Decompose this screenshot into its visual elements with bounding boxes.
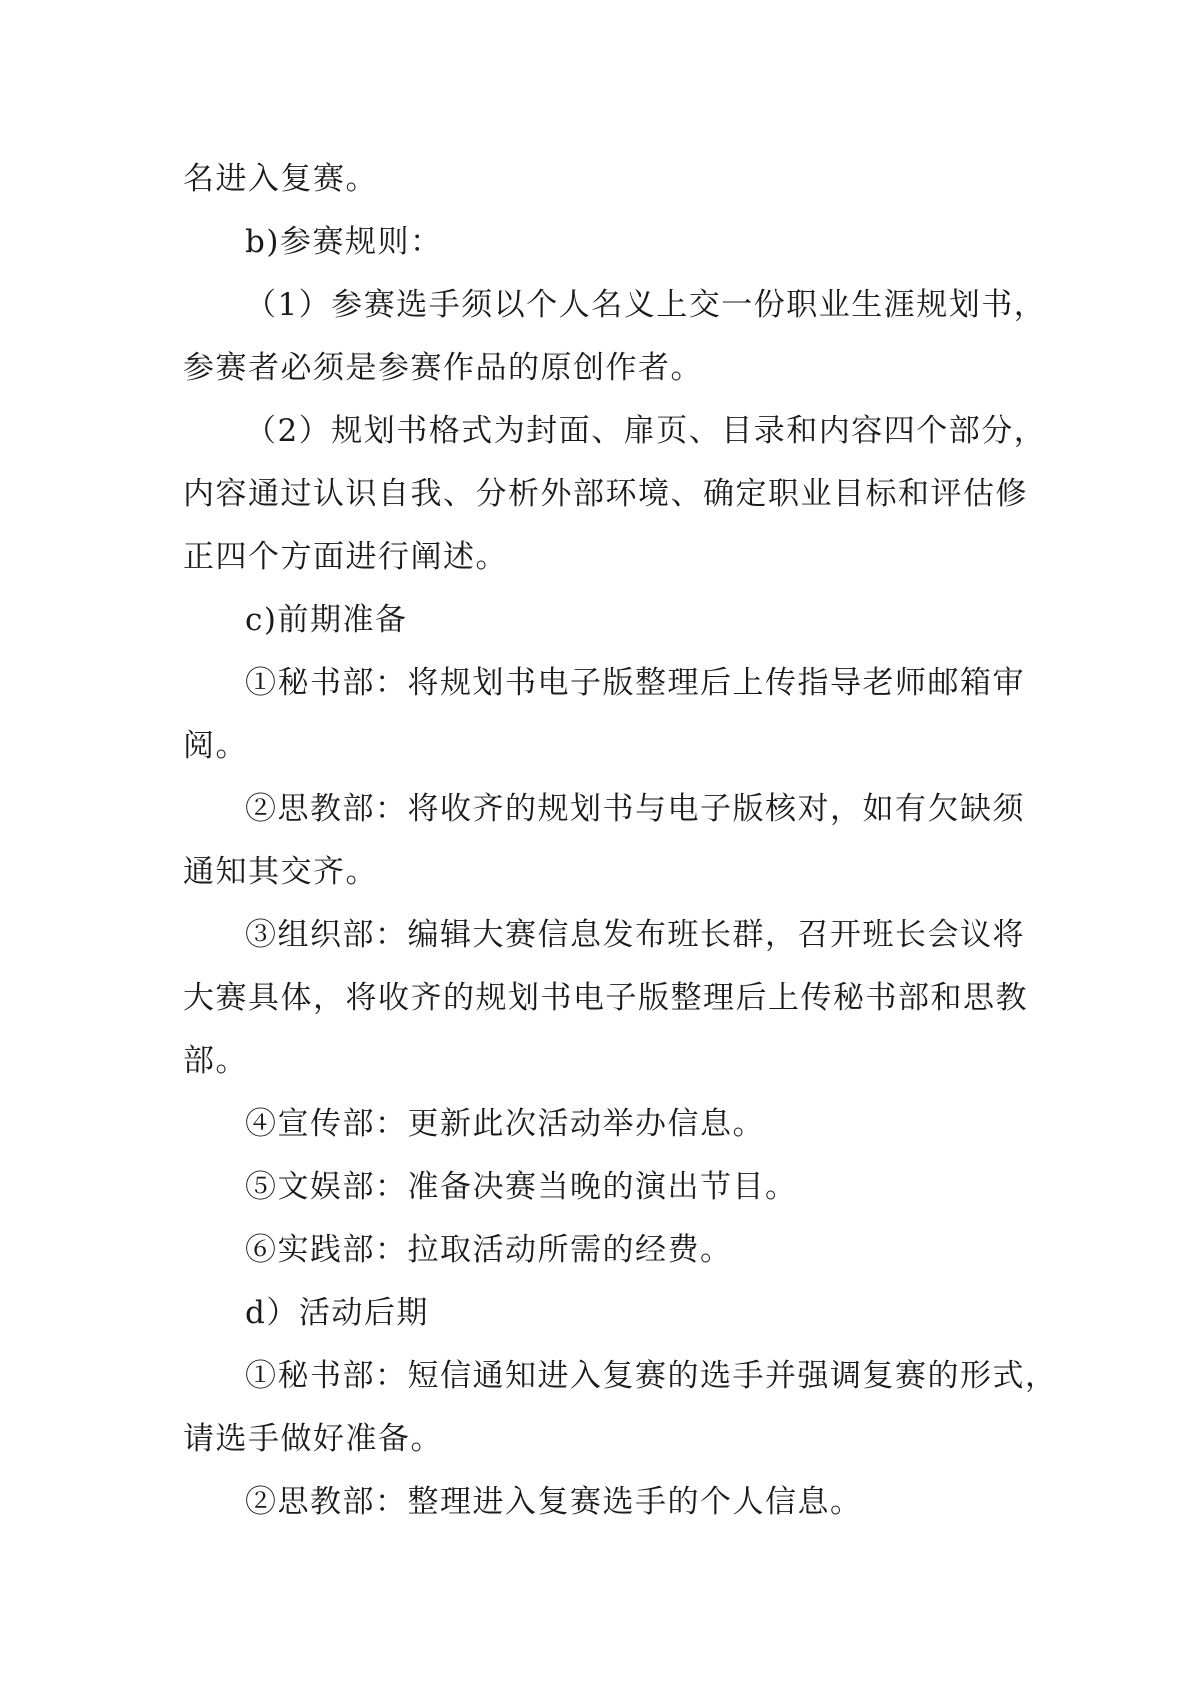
- text-line: ⑥实践部：拉取活动所需的经费。: [245, 1232, 733, 1268]
- paragraph-continuation: [183, 148, 1043, 211]
- text-line: ①秘书部：短信通知进入复赛的选手并强调复赛的形式，: [245, 1358, 1058, 1394]
- paragraph-prep-secretariat: [183, 652, 1043, 778]
- text-line: ②思教部：整理进入复赛选手的个人信息。: [245, 1484, 863, 1520]
- text-line: ③组织部：编辑大赛信息发布班长群，召开班长会议将: [245, 917, 1025, 953]
- paragraph-prep-practice: [183, 1219, 1043, 1282]
- text-line: 通知其交齐。: [183, 854, 378, 890]
- paragraph-post-secretariat: [183, 1345, 1058, 1471]
- text-line: b)参赛规则：: [245, 224, 443, 260]
- text-line: 名进入复赛。: [183, 161, 378, 197]
- paragraph-prep-publicity: [183, 1093, 1043, 1156]
- paragraph-preparation-heading: [183, 589, 1043, 652]
- paragraph-rules-heading: [183, 211, 1043, 274]
- text-line: ⑤文娱部：准备决赛当晚的演出节目。: [245, 1169, 798, 1205]
- paragraph-prep-ideology: [183, 778, 1043, 904]
- text-line: ①秘书部：将规划书电子版整理后上传指导老师邮箱审: [245, 665, 1025, 701]
- text-line: （1）参赛选手须以个人名义上交一份职业生涯规划书，: [245, 287, 1047, 323]
- document-body: [183, 148, 1058, 1534]
- text-line: ④宣传部：更新此次活动举办信息。: [245, 1106, 765, 1142]
- text-line: （2）规划书格式为封面、扉页、目录和内容四个部分，: [245, 413, 1047, 449]
- paragraph-rule-2: [183, 400, 1047, 589]
- paragraph-prep-organization: [183, 904, 1043, 1093]
- text-line: 参赛者必须是参赛作品的原创作者。: [183, 350, 703, 386]
- paragraph-post-activity-heading: [183, 1282, 1043, 1345]
- paragraph-post-ideology: [183, 1471, 1043, 1534]
- text-line: ②思教部：将收齐的规划书与电子版核对，如有欠缺须: [245, 791, 1025, 827]
- text-line: d）活动后期: [245, 1295, 429, 1331]
- text-line: 内容通过认识自我、分析外部环境、确定职业目标和评估修: [183, 476, 1028, 512]
- text-line: c)前期准备: [245, 602, 408, 638]
- text-line: 大赛具体，将收齐的规划书电子版整理后上传秘书部和思教: [183, 980, 1028, 1016]
- paragraph-rule-1: [183, 274, 1047, 400]
- text-line: 部。: [183, 1043, 248, 1079]
- text-line: 请选手做好准备。: [183, 1421, 443, 1457]
- text-line: 阅。: [183, 728, 248, 764]
- paragraph-prep-entertainment: [183, 1156, 1043, 1219]
- text-line: 正四个方面进行阐述。: [183, 539, 508, 575]
